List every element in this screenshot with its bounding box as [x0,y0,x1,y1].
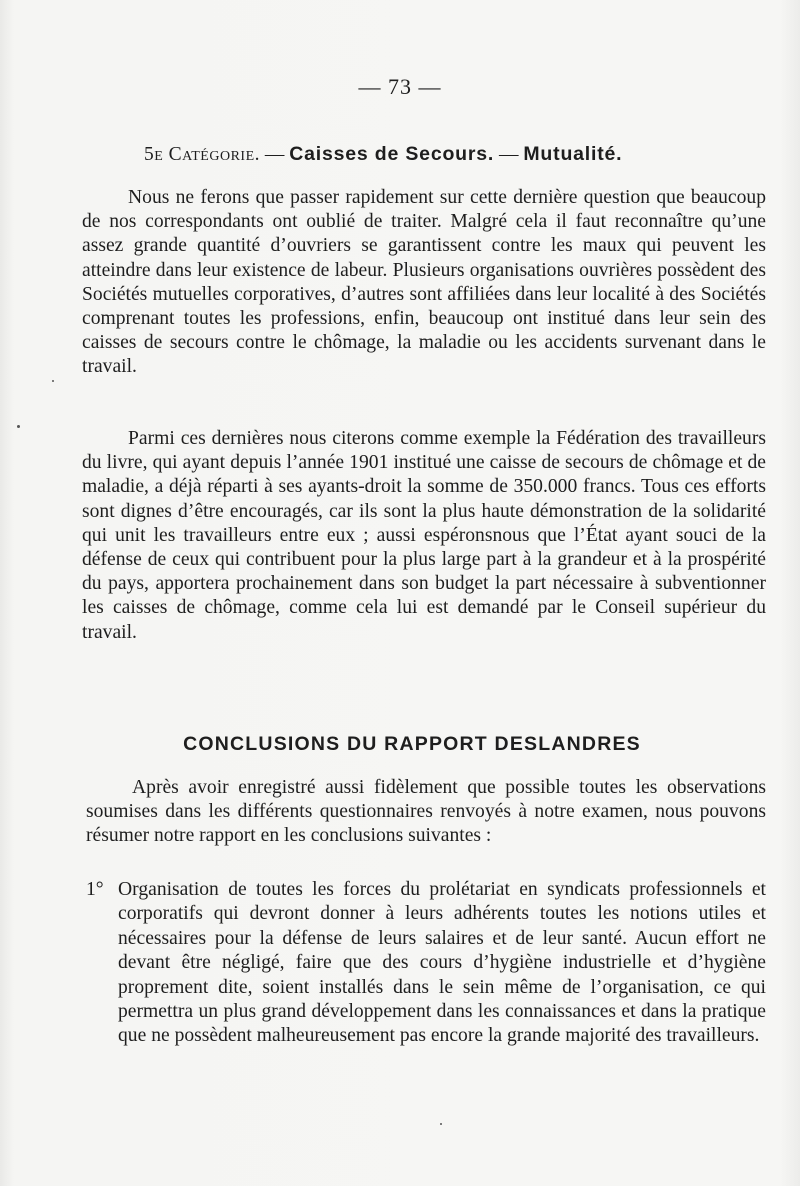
conclusions-intro: Après avoir enregistré aussi fidèlement que possible toutes les observations soumises dans les différents questionnaires renvoyés à notre examen, nous pouvons résumer notre rapport en les conclusions suivantes : [86,777,766,847]
paragraph: Parmi ces dernières nous citerons comme exemple la Fédération des travailleurs du livre, qui ayant depuis l’année 1901 institué une caisse de secours de chômage et de maladie, a déjà réparti à ses ayants-droit la somme de 350.000 francs. Tous ces efforts sont dignes d’être encouragés, car ils sont la plus haute démonstration de la solidarité qui unit les travailleurs entre eux ; aussi espéronsnous que l’État ayant souci de la défense de ceux qui contribuent pour la plus large part à la grandeur et à la prospérité du pays, apportera prochainement dans son budget la part nécessaire à subventionner les caisses de chômage, comme cela lui est demandé par le Conseil supérieur du travail. [82,428,766,643]
conclusions-intro-block [86,776,766,849]
paragraph-block-2 [82,427,766,645]
scan-speck [440,1123,442,1125]
section-subtitle: Mutualité. [523,143,623,165]
conclusions-title: CONCLUSIONS DU RAPPORT DESLANDRES [183,733,641,755]
heading-dash-1: — [264,144,285,165]
paragraph: Nous ne ferons que passer rapidement sur cette dernière question que beaucoup de nos correspondants ont oublié de traiter. Malgré cela il faut reconnaître qu’une assez grande quantité d’ouvriers se garantissent contre les maux qui peuvent les atteindre dans leur existence de labeur. Plusieurs organisations ouvrières possèdent des Sociétés mutuelles corporatives, d’autres sont affiliées dans leur localité à des Sociétés comprenant toutes les professions, enfin, beaucoup ont institué dans leur sein des caisses de secours contre le chômage, la maladie ou les accidents survenant dans le travail. [82,187,766,378]
list-marker: 1° [86,879,104,900]
section-title: Caisses de Secours. [289,143,495,165]
conclusion-item-1 [86,878,766,1049]
list-item-text: Organisation de toutes les forces du prolétariat en syndicats professionnels et corporatifs qui devront donner à leurs adhérents toutes les notions utiles et nécessaires pour la défense de leurs salaires et de leur santé. Aucun effort ne devant être négligé, faire que des cours d’hygiène industrielle et d’hygiène proprement dite, soient installés dans le sein même de l’organisation, ce qui permettra un plus grand développement dans les connaissances et dans la pratique que ne possèdent malheureusement pas encore la grande majorité des travailleurs. [118,879,766,1047]
heading-dash-2: — [499,144,519,165]
page-number: — 73 — [358,74,442,99]
scan-speck [17,425,20,428]
section-heading [144,143,704,166]
section-category: 5e Catégorie. [144,144,260,165]
paragraph-block-1 [82,186,766,380]
scan-speck [52,380,54,382]
